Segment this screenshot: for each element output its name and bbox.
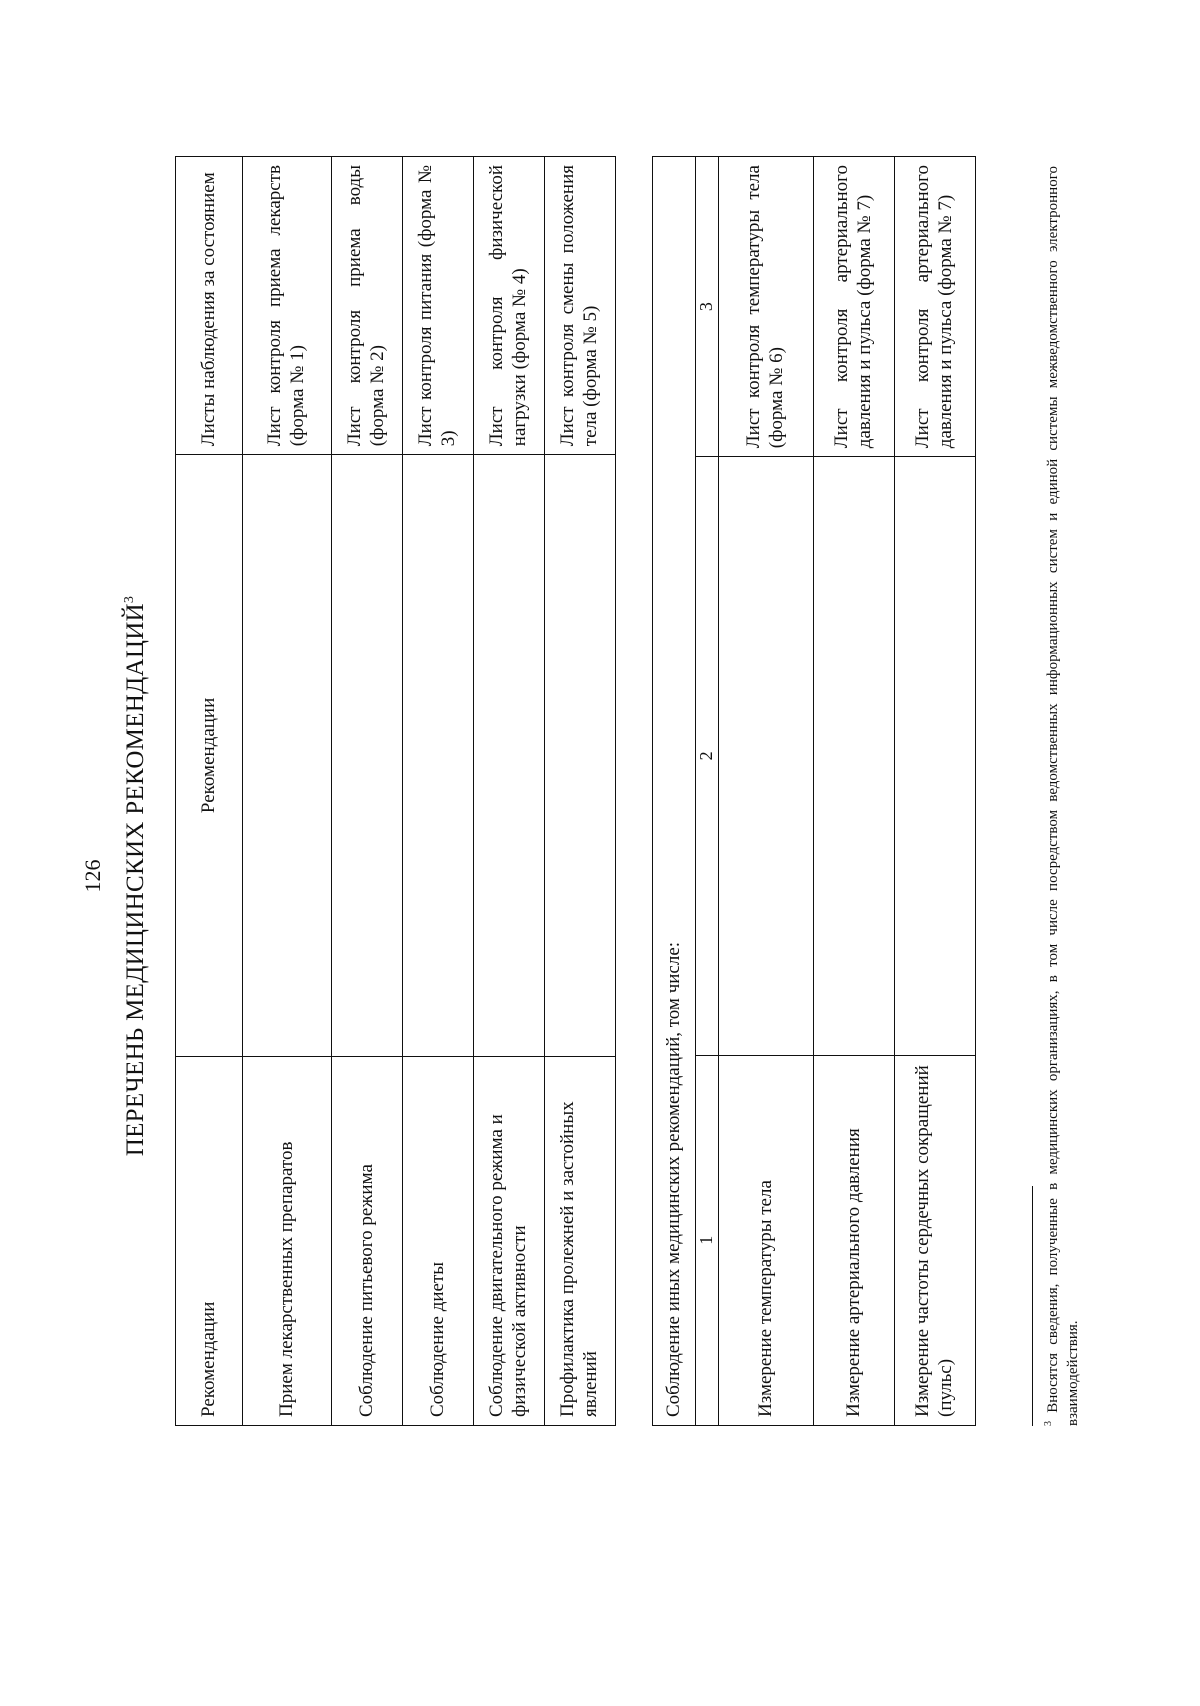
table-row [719,157,814,1426]
row-observation-sheet: Лист контроля приема лекарств (форма № 1) [243,157,332,455]
row-empty-cell [895,457,976,1055]
row-recommendation: Соблюдение диеты [403,1056,474,1425]
column-number-2: 2 [696,457,719,1055]
row-observation-sheet: Лист контроля физической нагрузки (форма № 4) [474,157,545,455]
recommendations-table [175,156,616,1426]
row-empty-cell [243,455,332,1056]
table-row [895,157,976,1426]
row-observation-sheet: Лист контроля артериального давления и пульса (форма № 7) [814,157,895,457]
row-recommendation: Профилактика пролежней и застойных явлений [545,1056,616,1425]
row-observation-sheet: Лист контроля артериального давления и пульса (форма № 7) [895,157,976,457]
table-row [474,157,545,1426]
row-empty-cell [719,457,814,1055]
row-recommendation: Соблюдение питьевого режима [332,1056,403,1425]
header-recommendations-2: Рекомендации [176,455,243,1056]
table-header-row [176,157,243,1426]
table-row [332,157,403,1426]
table-row [545,157,616,1426]
row-recommendation: Измерение температуры тела [719,1055,814,1425]
column-number-1: 1 [696,1055,719,1425]
footnote-text: Вносятся сведения, полученные в медицинских организациях, в том числе посредством ведомственных информационных систем и единой системы межведомственного электронного взаимодействия. [1045,166,1081,1426]
row-empty-cell [474,455,545,1056]
row-empty-cell [403,455,474,1056]
row-empty-cell [545,455,616,1056]
page-title [122,246,150,1506]
footnote [1042,166,1083,1426]
table-row [403,157,474,1426]
row-observation-sheet: Лист контроля питания (форма № 3) [403,157,474,455]
footnote-divider [1032,1186,1033,1426]
title-footnote-mark: 3 [122,595,137,604]
row-observation-sheet: Лист контроля смены положения тела (форма № 5) [545,157,616,455]
row-recommendation: Соблюдение двигательного режима и физической активности [474,1056,545,1425]
table-row [243,157,332,1426]
footnote-mark: 3 [1043,1421,1054,1426]
row-empty-cell [814,457,895,1055]
column-number-3: 3 [696,157,719,457]
page-number: 126 [80,859,105,893]
row-observation-sheet: Лист контроля температуры тела (форма № 6) [719,157,814,457]
column-number-row [696,157,719,1426]
row-observation-sheet: Лист контроля приема воды (форма № 2) [332,157,403,455]
table-row [814,157,895,1426]
other-recommendations-table [652,156,976,1426]
row-recommendation: Измерение артериального давления [814,1055,895,1425]
row-recommendation: Прием лекарственных препаратов [243,1056,332,1425]
row-empty-cell [332,455,403,1056]
header-recommendations: Рекомендации [176,1056,243,1425]
row-recommendation: Измерение частоты сердечных сокращений (пульс) [895,1055,976,1425]
header-observation-sheets: Листы наблюдения за состоянием [176,157,243,455]
table-caption: Соблюдение иных медицинских рекомендаций, том числе: [653,157,696,1426]
table-caption-row [653,157,696,1426]
title-text: ПЕРЕЧЕНЬ МЕДИЦИНСКИХ РЕКОМЕНДАЦИЙ [122,603,149,1157]
